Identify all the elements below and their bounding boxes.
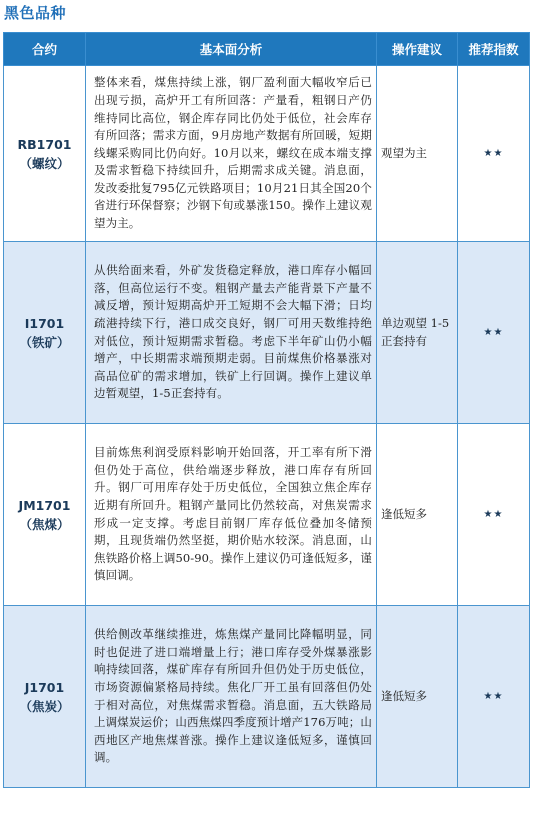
contract-cell	[4, 424, 86, 606]
contract-name: （焦煤）	[19, 516, 70, 532]
contract-name: （螺纹）	[19, 155, 70, 171]
rating-stars: ★★	[458, 424, 530, 606]
table-header-row	[4, 33, 530, 66]
contract-code: I1701	[24, 315, 65, 331]
analysis-cell: 整体来看，煤焦持续上涨，钢厂盈利面大幅收窄后已出现亏损，高炉开工有所回落：产量看，粗钢日产仍维持同比高位，钢企库存同比仍处于低位，社会库存有所回落；需求方面，9月房地产数据有所回暖，短期线螺采购同比仍向好。10月以来，螺纹在成本端支撑及需求暂稳下持续回升，后期需求成关键。消息面，发改委批复795亿元铁路项目；10月21日其全国20个省进行环保督察；沙钢下旬或暴涨150。操作上建议观望为主。	[86, 66, 377, 242]
suggestion-cell: 观望为主	[377, 66, 458, 242]
section-title: 黑色品种	[4, 4, 67, 22]
contract-code: RB1701	[17, 136, 72, 152]
table-row	[4, 242, 530, 424]
table-row	[4, 66, 530, 242]
contract-name: （焦炭）	[19, 698, 70, 714]
header-contract: 合约	[4, 33, 86, 66]
header-suggestion: 操作建议	[377, 33, 458, 66]
suggestion-cell: 逢低短多	[377, 424, 458, 606]
contract-code: J1701	[24, 679, 65, 695]
suggestion-cell: 逢低短多	[377, 606, 458, 788]
analysis-cell: 从供给面来看，外矿发货稳定释放，港口库存小幅回落，但高位运行不变。粗钢产量去产能背景下产量不减反增，预计短期高炉开工短期不会大幅下滑；日均疏港持续下行，港口成交良好，钢厂可用天数维持绝对低位，预计短期需求暂稳。考虑下半年矿山仍小幅增产，中长期需求端预期走弱。目前煤焦价格暴涨对高品位矿的需求增加，铁矿上行回调。操作上建议单边暂观望，1-5正套持有。	[86, 242, 377, 424]
rating-stars: ★★	[458, 606, 530, 788]
rating-stars: ★★	[458, 242, 530, 424]
contract-cell	[4, 242, 86, 424]
analysis-cell: 供给侧改革继续推进，炼焦煤产量同比降幅明显，同时也促进了进口端增量上行；港口库存受外煤暴涨影响持续回落，煤矿库存有所回升但仍处于历史低位，市场资源偏紧格局持续。焦化厂开工虽有回落但仍处于相对高位，对焦煤需求暂稳。消息面，五大铁路局上调煤炭运价；山西焦煤四季度预计增产176万吨；山西地区产地焦煤普涨。操作上建议逢低短多，谨慎回调。	[86, 606, 377, 788]
header-analysis: 基本面分析	[86, 33, 377, 66]
rating-stars: ★★	[458, 66, 530, 242]
contract-cell	[4, 606, 86, 788]
table-row	[4, 606, 530, 788]
analysis-cell: 目前炼焦利润受原料影响开始回落，开工率有所下滑但仍处于高位，供给端逐步释放，港口库存有所回升。钢厂可用库存处于历史低位，全国独立焦企库存近期有所回升。粗钢产量同比仍然较高，对焦炭需求形成一定支撑。考虑目前钢厂库存低位叠加冬储预期，且现货端仍然坚挺，期价贴水较深。消息面，山焦铁路价格上调50-90。操作上建议仍可逢低短多，谨慎回调。	[86, 424, 377, 606]
header-rating: 推荐指数	[458, 33, 530, 66]
table-row	[4, 424, 530, 606]
futures-table	[3, 32, 530, 788]
suggestion-cell: 单边观望 1-5正套持有	[377, 242, 458, 424]
contract-code: JM1701	[18, 497, 71, 513]
contract-cell	[4, 66, 86, 242]
contract-name: （铁矿）	[19, 334, 70, 350]
